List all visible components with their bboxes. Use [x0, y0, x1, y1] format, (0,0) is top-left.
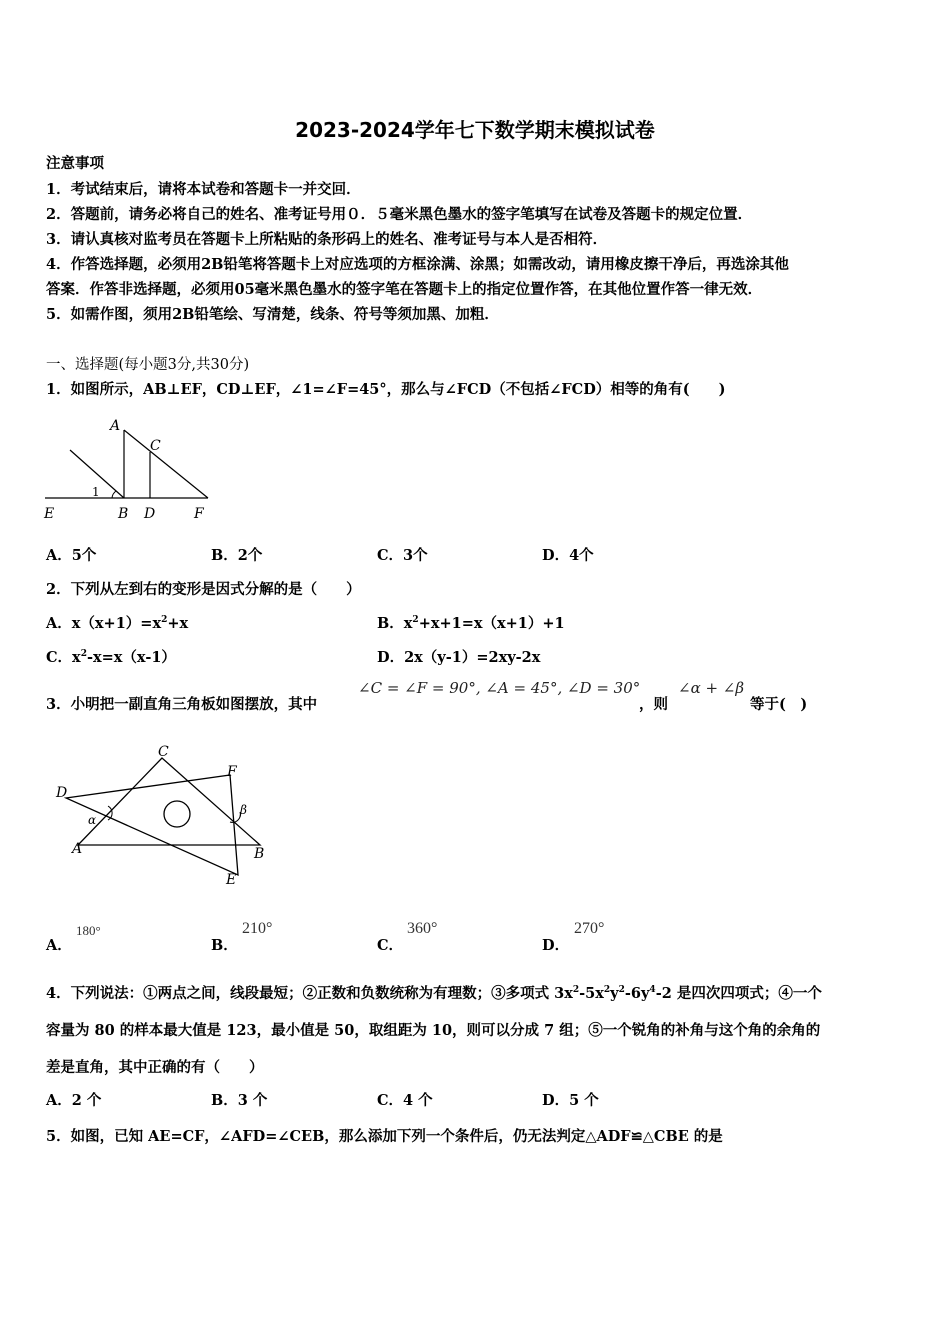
q3-label-f: F — [227, 764, 237, 780]
q1-label-f: F — [194, 506, 204, 522]
notice-line-2: 2．答题前，请务必将自己的姓名、准考证号用０．５毫米黑色墨水的签字笔填写在试卷及答题卡的规定位置． — [46, 206, 753, 223]
q1-label-d: D — [144, 506, 156, 522]
q4-line-2: 容量为 80 的样本最大值是 123，最小值是 50，取组距为 10，则可以分成 7 组；⑤一个锐角的补角与这个角的余角的 — [46, 1022, 821, 1039]
q3-figure — [50, 740, 280, 890]
q1-figure — [40, 412, 230, 527]
q3-option-c-value: 360° — [407, 920, 438, 937]
q1-label-1: 1 — [92, 485, 100, 499]
q1-option-c: C．3个 — [377, 547, 428, 564]
q3-circle — [164, 801, 190, 827]
q3-stem-post: 等于( ) — [750, 696, 808, 713]
q1-label-c: C — [150, 438, 161, 454]
q1-label-a: A — [110, 418, 121, 434]
q1-line-af — [124, 430, 208, 498]
q3-formula-2: ∠α + ∠β — [678, 679, 745, 697]
q1-stem: 1．如图所示，AB⊥EF，CD⊥EF，∠1=∠F=45°，那么与∠FCD（不包括∠FCD）相等的角有( ) — [46, 381, 726, 398]
q3-label-a: A — [72, 841, 83, 857]
q3-label-b: B — [254, 846, 265, 862]
q4-option-d: D．5 个 — [542, 1092, 599, 1109]
q3-label-c: C — [158, 744, 169, 760]
q3-option-d-label: D． — [542, 937, 570, 954]
notice-line-6: 5．如需作图，须用2B铅笔绘、写清楚，线条、符号等须加黑、加粗． — [46, 306, 499, 323]
q3-formula: ∠C = ∠F = 90°, ∠A = 45°, ∠D = 30° — [358, 679, 641, 697]
q4-option-b: B．3 个 — [211, 1092, 268, 1109]
q1-option-a: A．5个 — [46, 547, 97, 564]
q4-line-3: 差是直角，其中正确的有（ ） — [46, 1059, 264, 1076]
notice-line-3: 3．请认真核对监考员在答题卡上所粘贴的条形码上的姓名、准考证号与本人是否相符． — [46, 231, 608, 248]
q1-option-d: D．4个 — [542, 547, 594, 564]
q3-stem-pre: 3．小明把一副直角三角板如图摆放，其中 — [46, 696, 318, 713]
q2-option-d: D．2x（y-1）=2xy-2x — [377, 649, 541, 666]
q1-label-e: E — [44, 506, 55, 522]
q5-stem: 5．如图，已知 AE=CF，∠AFD=∠CEB，那么添加下列一个条件后，仍无法判定△ADF≌△CBE 的是 — [46, 1128, 723, 1145]
notice-line-4: 4．作答选择题，必须用2B铅笔将答题卡上对应选项的方框涂满、涂黑；如需改动，请用橡皮擦干净后，再选涂其他 — [46, 256, 789, 273]
q3-label-e: E — [226, 872, 237, 888]
q1-angle-arc — [112, 491, 116, 498]
page-title: 2023-2024学年七下数学期末模拟试卷 — [295, 118, 655, 142]
q3-option-b-label: B． — [211, 937, 238, 954]
q3-option-c-label: C． — [377, 937, 404, 954]
q1-label-b: B — [118, 506, 129, 522]
q2-option-b: B．$x^2+x+1=x(x+1)+1$ — [377, 615, 565, 632]
q3-option-a-value: 180° — [76, 923, 101, 938]
q4-line-1: 4．下列说法：①两点之间，线段最短；②正数和负数统称为有理数；③多项式 $3x^2-5x^2y^2-6y^4-2$ 是四次四项式；④一个 — [46, 985, 822, 1002]
q3-label-d: D — [56, 785, 68, 801]
q3-stem-mid: ，则 — [639, 696, 668, 713]
q3-label-beta: β — [240, 803, 247, 817]
notice-heading: 注意事项 — [46, 155, 104, 172]
q4-option-c: C．4 个 — [377, 1092, 433, 1109]
q1-option-b: B．2个 — [211, 547, 263, 564]
q3-option-d-value: 270° — [574, 920, 605, 937]
notice-line-1: 1．考试结束后，请将本试卷和答题卡一并交回． — [46, 181, 361, 198]
section-heading: 一、选择题(每小题3分,共30分) — [46, 357, 250, 373]
q2-stem: 2．下列从左到右的变形是因式分解的是（ ） — [46, 581, 361, 598]
q2-option-a: A．$x(x+1)=x^2+x$ — [46, 615, 189, 632]
q2-option-c: C．$x^2-x=x(x-1)$ — [46, 649, 176, 666]
q4-option-a: A．2 个 — [46, 1092, 102, 1109]
q3-label-alpha: α — [88, 813, 97, 827]
notice-line-5: 答案．作答非选择题，必须用05毫米黑色墨水的签字笔在答题卡上的指定位置作答，在其他位置作答一律无效． — [46, 281, 763, 298]
q3-option-a-label: A． — [46, 937, 72, 954]
q3-option-b-value: 210° — [242, 920, 273, 937]
q3-beta-arc — [230, 812, 240, 822]
